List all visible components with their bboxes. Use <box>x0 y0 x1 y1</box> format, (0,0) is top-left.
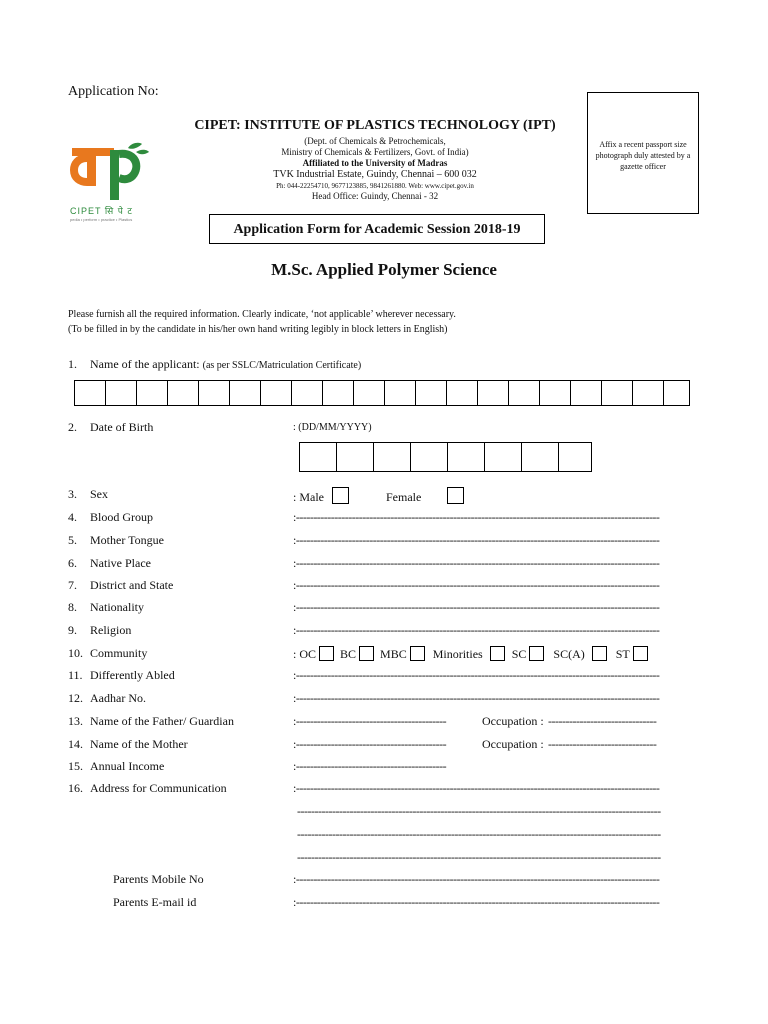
dob-cell[interactable] <box>411 443 448 471</box>
differently-abled-label: Differently Abled <box>90 668 175 682</box>
aadhar-line[interactable]: :-------------------------------------------------------------------------------------------------------- <box>293 691 660 705</box>
father-guardian-line[interactable]: :------------------------------------------- <box>293 714 447 728</box>
field-number: 2. <box>68 420 77 434</box>
address-label: Address for Communication <box>90 781 227 795</box>
logo-text: CIPET सि पे ट <box>70 206 133 216</box>
field-number: 8. <box>68 600 77 614</box>
address-line-2[interactable]: -------------------------------------------------------------------------------------------------------- <box>297 804 661 818</box>
community-sc-checkbox[interactable] <box>529 646 544 661</box>
letter-cell[interactable] <box>199 381 230 405</box>
name-label-sub: (as per SSLC/Matriculation Certificate) <box>202 360 362 371</box>
dob-cell[interactable] <box>337 443 374 471</box>
community-minorities-label: Minorities <box>432 647 483 661</box>
mother-tongue-line[interactable]: :-------------------------------------------------------------------------------------------------------- <box>293 533 660 547</box>
institute-header <box>180 118 570 202</box>
father-occupation-line[interactable]: ------------------------------- <box>548 714 657 728</box>
district-state-line[interactable]: :-------------------------------------------------------------------------------------------------------- <box>293 578 660 592</box>
blood-group-label: Blood Group <box>90 510 153 524</box>
dob-cell[interactable] <box>300 443 337 471</box>
photo-box-text: Affix a recent passport size photograph duly attested by a gazette officer <box>595 140 691 171</box>
blood-group-line[interactable]: :-------------------------------------------------------------------------------------------------------- <box>293 510 660 524</box>
mother-name-label: Name of the Mother <box>90 737 188 751</box>
letter-cell[interactable] <box>664 381 689 405</box>
female-checkbox[interactable] <box>447 487 464 504</box>
name-letter-grid[interactable] <box>74 380 690 406</box>
instruction-line-1: Please furnish all the required information. Clearly indicate, ‘not applicable’ wherever necessary. <box>68 309 456 320</box>
letter-cell[interactable] <box>75 381 106 405</box>
field-number: 16. <box>68 781 83 795</box>
field-number: 11. <box>68 668 83 682</box>
logo-tagline: pedia • perform • practice • Plastics <box>70 217 133 222</box>
letter-cell[interactable] <box>230 381 261 405</box>
session-title: Application Form for Academic Session 2018-19 <box>209 214 545 244</box>
dept-line: (Dept. of Chemicals & Petrochemicals, <box>304 136 446 146</box>
address-line: TVK Industrial Estate, Guindy, Chennai – 600 032 <box>273 169 477 180</box>
parents-email-label: Parents E-mail id <box>113 895 197 909</box>
community-sc-label: SC <box>511 647 527 661</box>
letter-cell[interactable] <box>509 381 540 405</box>
dob-label: Date of Birth <box>90 420 154 434</box>
photo-box[interactable] <box>587 92 699 214</box>
community-sca-checkbox[interactable] <box>592 646 607 661</box>
dob-digit-grid[interactable] <box>299 442 592 472</box>
letter-cell[interactable] <box>540 381 571 405</box>
address-line-3[interactable]: -------------------------------------------------------------------------------------------------------- <box>297 827 661 841</box>
letter-cell[interactable] <box>478 381 509 405</box>
annual-income-line[interactable]: :------------------------------------------- <box>293 759 447 773</box>
address-line-1[interactable]: :-------------------------------------------------------------------------------------------------------- <box>293 781 660 795</box>
annual-income-label: Annual Income <box>90 759 165 773</box>
parents-mobile-line[interactable]: :-------------------------------------------------------------------------------------------------------- <box>293 872 660 886</box>
dob-cell[interactable] <box>559 443 591 471</box>
aadhar-label: Aadhar No. <box>90 691 146 705</box>
father-guardian-label: Name of the Father/ Guardian <box>90 714 234 728</box>
field-number: 10. <box>68 646 83 660</box>
community-st-label: ST <box>615 647 630 661</box>
parents-email-line[interactable]: :-------------------------------------------------------------------------------------------------------- <box>293 895 660 909</box>
field-number: 5. <box>68 533 77 547</box>
letter-cell[interactable] <box>137 381 168 405</box>
sex-label: Sex <box>90 487 108 501</box>
nationality-line[interactable]: :-------------------------------------------------------------------------------------------------------- <box>293 600 660 614</box>
native-place-label: Native Place <box>90 556 151 570</box>
address-line-4[interactable]: -------------------------------------------------------------------------------------------------------- <box>297 850 661 864</box>
field-number: 7. <box>68 578 77 592</box>
community-bc-checkbox[interactable] <box>359 646 374 661</box>
letter-cell[interactable] <box>354 381 385 405</box>
mother-name-line[interactable]: :------------------------------------------- <box>293 737 447 751</box>
male-label: : Male <box>293 490 324 504</box>
cipet-logo-icon <box>70 140 150 202</box>
field-number: 6. <box>68 556 77 570</box>
mother-tongue-label: Mother Tongue <box>90 533 164 547</box>
name-label-text: Name of the applicant: <box>90 357 200 371</box>
letter-cell[interactable] <box>385 381 416 405</box>
dob-cell[interactable] <box>448 443 485 471</box>
name-label <box>90 357 361 372</box>
field-number: 15. <box>68 759 83 773</box>
letter-cell[interactable] <box>633 381 664 405</box>
letter-cell[interactable] <box>168 381 199 405</box>
letter-cell[interactable] <box>292 381 323 405</box>
field-number: 9. <box>68 623 77 637</box>
institute-name: CIPET: INSTITUTE OF PLASTICS TECHNOLOGY (IPT) <box>194 118 556 133</box>
field-number: 13. <box>68 714 83 728</box>
father-occupation-label: Occupation : <box>482 714 544 728</box>
mother-occupation-line[interactable]: ------------------------------- <box>548 737 657 751</box>
sex-male-option <box>293 487 349 505</box>
female-label: Female <box>386 490 422 504</box>
dob-cell[interactable] <box>522 443 559 471</box>
religion-label: Religion <box>90 623 132 637</box>
differently-abled-line[interactable]: :-------------------------------------------------------------------------------------------------------- <box>293 668 660 682</box>
letter-cell[interactable] <box>416 381 447 405</box>
field-number: 14. <box>68 737 83 751</box>
community-sca-label: SC(A) <box>553 647 585 661</box>
affiliation-line: Affiliated to the University of Madras <box>302 158 448 168</box>
community-bc-label: BC <box>340 647 357 661</box>
application-no-label: Application No: <box>68 84 159 99</box>
community-minorities-checkbox[interactable] <box>490 646 505 661</box>
parents-mobile-label: Parents Mobile No <box>113 872 204 886</box>
community-options <box>293 646 648 662</box>
cipet-logo <box>70 140 152 230</box>
contact-line: Ph: 044-22254710, 9677123885, 9841261880. Web: www.cipet.gov.in <box>276 182 474 190</box>
mother-occupation-label: Occupation : <box>482 737 544 751</box>
instruction-line-2: (To be filled in by the candidate in his/her own hand writing legibly in block letters in English) <box>68 324 448 335</box>
religion-line[interactable]: :-------------------------------------------------------------------------------------------------------- <box>293 623 660 637</box>
community-mbc-checkbox[interactable] <box>410 646 425 661</box>
letter-cell[interactable] <box>106 381 137 405</box>
letter-cell[interactable] <box>602 381 633 405</box>
dob-format: : (DD/MM/YYYY) <box>293 422 372 433</box>
letter-cell[interactable] <box>447 381 478 405</box>
field-number: 12. <box>68 691 83 705</box>
head-office-line: Head Office: Guindy, Chennai - 32 <box>311 191 439 201</box>
community-oc-label: : OC <box>293 647 317 661</box>
community-label: Community <box>90 646 148 660</box>
district-state-label: District and State <box>90 578 174 592</box>
letter-cell[interactable] <box>261 381 292 405</box>
sex-female-option <box>386 487 464 505</box>
community-st-checkbox[interactable] <box>633 646 648 661</box>
course-title: M.Sc. Applied Polymer Science <box>271 260 497 279</box>
nationality-label: Nationality <box>90 600 144 614</box>
native-place-line[interactable]: :-------------------------------------------------------------------------------------------------------- <box>293 556 660 570</box>
letter-cell[interactable] <box>571 381 602 405</box>
field-number: 3. <box>68 487 77 501</box>
dob-cell[interactable] <box>485 443 522 471</box>
field-number: 4. <box>68 510 77 524</box>
community-mbc-label: MBC <box>380 647 407 661</box>
dob-cell[interactable] <box>374 443 411 471</box>
field-number: 1. <box>68 357 77 371</box>
community-oc-checkbox[interactable] <box>319 646 334 661</box>
letter-cell[interactable] <box>323 381 354 405</box>
male-checkbox[interactable] <box>332 487 349 504</box>
ministry-line: Ministry of Chemicals & Fertilizers, Govt. of India) <box>281 147 469 157</box>
